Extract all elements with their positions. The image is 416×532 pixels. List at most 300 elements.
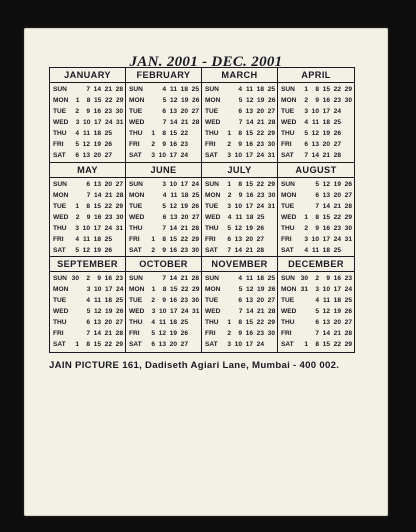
date-number: 26 — [191, 202, 199, 210]
date-number: 1 — [75, 202, 79, 210]
date-number: 4 — [75, 130, 79, 137]
date-number: 11 — [94, 297, 101, 305]
day-row — [129, 84, 199, 95]
weekday-label: SUN — [129, 180, 143, 188]
date-list — [297, 130, 352, 137]
date-number: 28 — [344, 202, 352, 210]
weekday-label: TUE — [281, 202, 295, 210]
week-rows — [278, 178, 354, 258]
date-number — [188, 319, 199, 326]
date-number: 15 — [322, 213, 330, 221]
date-number: 29 — [344, 86, 352, 93]
date-number: 10 — [311, 235, 319, 243]
date-number: 19 — [105, 308, 113, 316]
date-number: 16 — [94, 213, 102, 221]
date-number: 21 — [105, 191, 113, 199]
date-number: 9 — [162, 297, 166, 305]
date-number: 7 — [86, 330, 90, 338]
date-number: 18 — [93, 130, 101, 137]
day-row — [205, 190, 275, 201]
day-row — [281, 128, 352, 139]
date-number: 2 — [304, 224, 308, 232]
date-number: 24 — [105, 119, 113, 126]
date-number: 29 — [192, 286, 200, 294]
date-number: 18 — [322, 119, 330, 126]
day-row — [205, 150, 275, 161]
weekday-label: SUN — [53, 180, 67, 188]
date-number: 18 — [93, 235, 101, 243]
date-number: 27 — [333, 141, 341, 148]
weekday-label: TUE — [53, 297, 67, 305]
date-number: 3 — [75, 224, 79, 232]
date-number: 12 — [158, 330, 166, 338]
date-number: 18 — [169, 319, 177, 327]
date-number: 14 — [169, 275, 177, 283]
date-number — [220, 108, 231, 115]
month-august — [278, 163, 354, 258]
date-number: 17 — [169, 152, 177, 159]
day-row — [281, 223, 352, 234]
date-number — [68, 319, 79, 326]
day-row — [281, 317, 352, 328]
date-number: 27 — [104, 152, 112, 159]
date-number: 13 — [234, 235, 242, 243]
day-row — [129, 295, 199, 306]
date-number: 8 — [86, 97, 91, 104]
date-number: 17 — [245, 202, 253, 210]
date-number — [144, 192, 155, 199]
date-number: 15 — [169, 130, 177, 137]
date-list — [68, 141, 123, 148]
date-number: 23 — [256, 330, 264, 338]
date-number: 4 — [162, 86, 166, 93]
day-row — [53, 95, 123, 106]
date-number: 12 — [169, 202, 177, 210]
weekday-label: MON — [281, 97, 297, 104]
date-number: 5 — [86, 308, 91, 316]
date-number: 21 — [181, 119, 189, 126]
date-list — [68, 319, 123, 326]
date-number: 7 — [162, 119, 167, 126]
date-number: 25 — [257, 213, 265, 221]
date-number: 8 — [315, 213, 319, 221]
date-number: 12 — [82, 246, 90, 254]
date-number: 19 — [333, 180, 341, 188]
date-number: 29 — [116, 97, 124, 104]
weekday-label: THU — [53, 224, 67, 232]
date-number: 5 — [315, 308, 319, 316]
date-list — [144, 330, 199, 337]
weekday-label: TUE — [205, 202, 219, 210]
date-list — [68, 108, 123, 115]
date-list — [297, 275, 352, 282]
date-number: 3 — [86, 286, 91, 294]
date-number: 25 — [104, 130, 112, 137]
date-number: 28 — [333, 152, 341, 159]
week-rows — [50, 272, 125, 352]
date-list — [144, 108, 199, 115]
date-number: 10 — [234, 152, 242, 159]
week-rows — [202, 178, 277, 258]
date-number: 1 — [227, 130, 231, 137]
date-number: 28 — [115, 330, 123, 338]
day-row — [281, 201, 352, 212]
date-number — [297, 330, 308, 337]
date-number: 16 — [169, 297, 177, 305]
date-number: 25 — [115, 297, 123, 305]
day-row — [129, 117, 199, 128]
date-number: 1 — [151, 130, 155, 137]
date-list — [220, 214, 275, 221]
weekday-label: SAT — [53, 341, 66, 349]
date-number: 7 — [86, 86, 90, 93]
date-number: 6 — [238, 108, 242, 115]
date-number: 3 — [151, 152, 155, 159]
date-number: 7 — [315, 330, 319, 338]
date-number: 19 — [257, 97, 265, 104]
day-row — [53, 201, 123, 212]
date-number: 5 — [162, 97, 167, 104]
date-list — [297, 286, 352, 293]
date-list — [297, 108, 352, 115]
date-number: 14 — [246, 119, 254, 126]
date-number: 17 — [322, 108, 330, 115]
date-number: 9 — [238, 141, 242, 148]
date-number: 2 — [227, 191, 232, 199]
date-number: 25 — [344, 297, 352, 305]
date-list — [68, 330, 123, 337]
weekday-label: FRI — [129, 141, 140, 148]
date-number: 6 — [162, 108, 166, 115]
weekday-label: SAT — [205, 341, 218, 349]
date-number: 2 — [151, 246, 155, 254]
date-number: 6 — [162, 213, 167, 221]
date-number — [144, 108, 155, 115]
day-row — [281, 245, 352, 256]
month-december — [278, 257, 354, 352]
date-number: 4 — [304, 246, 308, 254]
date-number: 21 — [257, 119, 265, 126]
date-list — [297, 192, 352, 199]
date-list — [297, 330, 352, 337]
date-number: 26 — [344, 180, 352, 188]
date-number: 16 — [322, 224, 330, 232]
date-number: 13 — [311, 141, 319, 148]
month-july — [202, 163, 278, 258]
date-list — [297, 341, 352, 348]
date-list — [220, 141, 275, 148]
date-number: 9 — [162, 141, 166, 148]
date-number: 6 — [86, 180, 90, 188]
date-number: 9 — [86, 213, 91, 221]
date-list — [144, 203, 199, 210]
weekday-label: SAT — [205, 152, 218, 159]
day-row — [129, 212, 199, 223]
date-number — [220, 297, 231, 304]
weekday-label: FRI — [53, 141, 64, 148]
day-row — [53, 212, 123, 223]
date-list — [68, 225, 123, 232]
date-number: 28 — [268, 119, 276, 126]
month-may — [50, 163, 126, 258]
date-number: 11 — [246, 275, 253, 283]
day-row — [53, 284, 123, 295]
date-number — [264, 225, 275, 232]
day-row — [205, 201, 275, 212]
date-number: 27 — [267, 108, 275, 115]
date-number: 14 — [322, 202, 330, 210]
weekday-label: MON — [129, 191, 145, 199]
day-row — [129, 245, 199, 256]
date-number — [297, 181, 308, 188]
date-list — [220, 181, 275, 188]
date-number: 1 — [227, 319, 231, 327]
weekday-label: MON — [129, 286, 145, 294]
date-number — [112, 130, 123, 137]
date-number: 15 — [94, 97, 102, 104]
date-number: 5 — [238, 97, 243, 104]
date-number: 17 — [105, 286, 113, 294]
date-number: 14 — [234, 246, 242, 254]
date-list — [220, 236, 275, 243]
date-number: 15 — [245, 130, 253, 137]
day-row — [129, 150, 199, 161]
week-rows — [202, 272, 277, 352]
weekday-label: SAT — [129, 341, 142, 349]
date-list — [68, 97, 123, 104]
date-number: 4 — [238, 86, 242, 93]
date-number: 14 — [170, 119, 178, 126]
date-list — [220, 225, 275, 232]
date-number: 26 — [116, 308, 124, 316]
day-row — [53, 84, 123, 95]
weekday-label: FRI — [281, 330, 292, 338]
date-number: 2 — [227, 141, 231, 148]
day-row — [281, 117, 352, 128]
date-number — [112, 236, 123, 243]
date-number: 21 — [104, 86, 112, 93]
date-number: 20 — [256, 108, 264, 115]
date-number: 8 — [162, 130, 166, 137]
date-number: 26 — [344, 308, 352, 316]
date-number: 11 — [159, 319, 166, 327]
date-list — [68, 275, 123, 282]
date-number — [297, 319, 308, 326]
week-rows — [50, 178, 125, 258]
date-number: 13 — [169, 108, 177, 115]
date-number: 27 — [256, 235, 264, 243]
weekday-label: TUE — [281, 108, 295, 115]
date-list — [297, 86, 352, 93]
date-number: 16 — [322, 97, 330, 104]
date-number: 24 — [181, 308, 189, 316]
date-list — [68, 297, 123, 304]
date-number: 30 — [191, 297, 199, 305]
date-number: 29 — [267, 130, 275, 137]
weekday-label: MON — [53, 97, 69, 104]
day-row — [53, 295, 123, 306]
day-row — [129, 317, 199, 328]
date-number: 6 — [315, 191, 319, 199]
day-row — [281, 234, 352, 245]
month-name: JANUARY — [50, 68, 125, 83]
date-number: 12 — [246, 286, 254, 294]
date-number: 6 — [238, 297, 242, 305]
month-name: FEBRUARY — [126, 68, 201, 83]
date-number — [297, 297, 308, 304]
date-number: 19 — [93, 141, 101, 148]
date-number: 20 — [169, 341, 177, 349]
weekday-label: SAT — [53, 152, 66, 159]
date-list — [297, 152, 352, 159]
weekday-label: FRI — [129, 330, 140, 338]
date-number — [188, 341, 199, 348]
weekday-label: THU — [281, 319, 295, 327]
date-number: 20 — [104, 180, 112, 188]
day-row — [205, 328, 275, 339]
date-list — [144, 225, 199, 232]
weekday-label: THU — [129, 224, 143, 232]
date-list — [220, 275, 275, 282]
date-number: 22 — [256, 319, 264, 327]
weekday-label: SUN — [129, 86, 143, 93]
day-row — [53, 190, 123, 201]
date-number — [220, 286, 231, 293]
date-number — [264, 341, 275, 348]
date-number: 31 — [267, 202, 275, 210]
date-number: 19 — [180, 202, 188, 210]
weekday-label: TUE — [129, 108, 143, 115]
date-list — [144, 286, 199, 293]
day-row — [281, 95, 352, 106]
date-list — [68, 341, 123, 348]
weekday-label: FRI — [129, 235, 140, 243]
date-number: 26 — [268, 286, 276, 294]
date-number: 6 — [304, 141, 308, 148]
date-number: 21 — [180, 224, 188, 232]
day-row — [281, 106, 352, 117]
date-number: 24 — [333, 108, 341, 115]
date-number: 25 — [333, 119, 341, 126]
date-number: 11 — [170, 191, 178, 199]
date-number — [188, 330, 199, 337]
date-number: 10 — [159, 308, 167, 316]
date-list — [144, 319, 199, 326]
date-list — [68, 236, 123, 243]
day-row — [53, 150, 123, 161]
date-number: 31 — [344, 235, 352, 243]
date-list — [220, 130, 275, 137]
date-number: 17 — [170, 308, 178, 316]
date-number: 11 — [235, 213, 243, 221]
date-list — [220, 119, 275, 126]
date-number: 4 — [86, 297, 90, 305]
weekday-label: TUE — [53, 202, 67, 210]
date-number: 9 — [86, 108, 90, 115]
date-number — [112, 152, 123, 159]
calendar-card — [24, 28, 388, 516]
weekday-label: SAT — [129, 246, 142, 254]
date-number: 3 — [315, 286, 319, 294]
date-number: 4 — [304, 119, 308, 126]
date-number: 12 — [82, 141, 90, 148]
week-rows — [126, 178, 201, 258]
date-list — [144, 192, 199, 199]
date-number: 14 — [94, 191, 102, 199]
date-number: 7 — [162, 224, 166, 232]
date-number: 20 — [322, 141, 330, 148]
date-number — [68, 308, 79, 315]
day-row — [205, 106, 275, 117]
day-row — [281, 139, 352, 150]
date-number — [144, 275, 155, 282]
date-list — [68, 130, 123, 137]
date-number: 12 — [170, 97, 178, 104]
day-row — [205, 84, 275, 95]
date-number: 7 — [86, 191, 91, 199]
date-number: 8 — [162, 286, 167, 294]
date-number: 22 — [256, 180, 264, 188]
day-row — [205, 95, 275, 106]
weekday-label: MON — [205, 97, 221, 104]
day-row — [129, 190, 199, 201]
date-number: 3 — [227, 341, 231, 349]
date-number: 30 — [115, 108, 123, 115]
date-number — [220, 86, 231, 93]
date-number: 20 — [181, 213, 189, 221]
date-number — [68, 181, 79, 188]
date-number: 12 — [246, 97, 254, 104]
date-number: 25 — [267, 86, 275, 93]
weekday-label: MON — [129, 97, 145, 104]
date-number: 13 — [245, 297, 253, 305]
weekday-label: MON — [281, 191, 297, 199]
weekday-label: THU — [205, 130, 219, 137]
date-number: 22 — [256, 130, 264, 137]
date-number: 29 — [191, 235, 199, 243]
date-number: 3 — [304, 108, 308, 115]
weekday-label: THU — [205, 224, 219, 232]
weekday-label: THU — [281, 224, 295, 232]
day-row — [205, 117, 275, 128]
month-name: JUNE — [126, 163, 201, 178]
month-march — [202, 68, 278, 163]
date-list — [144, 97, 199, 104]
weekday-label: WED — [53, 213, 69, 221]
date-number: 31 — [192, 308, 200, 316]
date-number: 3 — [227, 202, 231, 210]
date-number: 24 — [344, 286, 352, 294]
date-number: 20 — [180, 108, 188, 115]
date-number: 3 — [75, 119, 80, 126]
weekday-label: SUN — [205, 86, 219, 93]
date-number: 22 — [180, 130, 188, 137]
date-number: 1 — [75, 97, 80, 104]
date-number: 17 — [180, 180, 188, 188]
day-row — [129, 95, 199, 106]
weekday-label: WED — [129, 308, 145, 316]
date-number: 15 — [245, 319, 253, 327]
day-row — [129, 139, 199, 150]
date-number: 22 — [105, 97, 113, 104]
date-number — [341, 130, 352, 137]
date-list — [297, 214, 352, 221]
date-number: 24 — [116, 286, 124, 294]
weekday-label: MON — [205, 191, 221, 199]
weekday-label: THU — [53, 319, 67, 327]
date-list — [144, 141, 199, 148]
date-number: 31 — [116, 119, 124, 126]
